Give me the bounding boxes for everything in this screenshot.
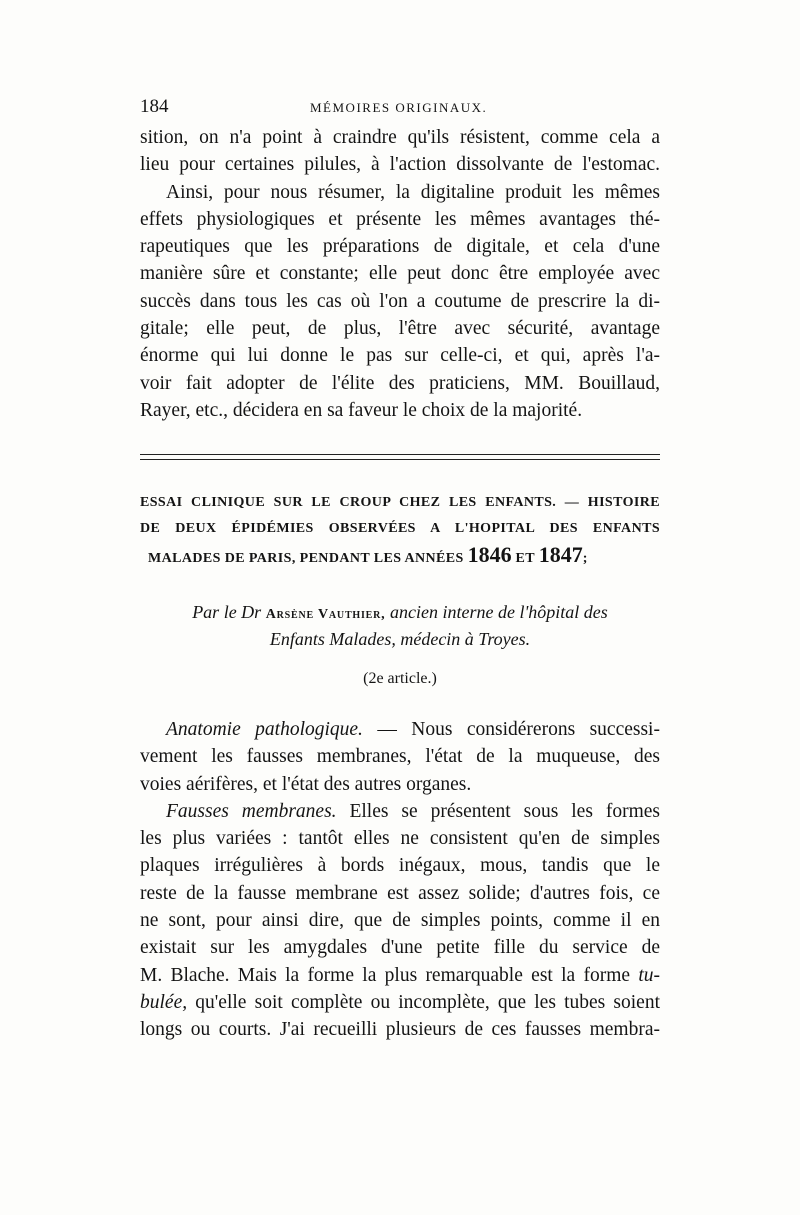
text-line-part: M. Blache. Mais la forme la plus remarquable est la forme — [140, 964, 631, 986]
running-title: MÉMOIRES ORIGINAUX. — [310, 100, 488, 115]
article-number: (2e article.) — [363, 670, 437, 687]
page-header — [140, 96, 660, 126]
text-line: Rayer, etc., décidera en sa faveur le choix de la majorité. — [140, 399, 583, 421]
section-heading: Anatomie pathologique. — [166, 719, 363, 740]
section-heading: Fausses membranes. — [166, 800, 337, 822]
year-end: 1847 — [538, 542, 583, 567]
byline-affiliation-2: Enfants Malades, médecin à Troyes. — [269, 629, 531, 649]
article-title-text: MALADES DE PARIS, PENDANT LES ANNÉES — [148, 551, 464, 566]
text-line: les plus variées : tantôt elles ne consistent qu'en de simples — [140, 828, 660, 850]
article-title-line — [140, 542, 660, 572]
text-line: effets physiologiques et présente les mêmes avantages thé- — [140, 208, 660, 230]
text-line — [140, 962, 660, 989]
text-line: vement les fausses membranes, l'état de la muqueuse, des — [140, 746, 660, 768]
article-title-et: ET — [515, 551, 535, 566]
page-number: 184 — [140, 96, 169, 117]
closing-paragraphs — [140, 124, 660, 424]
text-line: ne sont, pour ainsi dire, que de simples points, comme il en — [140, 910, 660, 932]
article-body — [140, 716, 660, 1044]
text-line — [140, 798, 660, 825]
year-start: 1846 — [467, 542, 512, 567]
text-line: voir fait adopter de l'élite des praticiens, MM. Bouillaud, — [140, 372, 660, 394]
byline-par: Par le Dr — [192, 602, 262, 622]
article-title-end: ; — [582, 551, 588, 566]
article-title-line: DE DEUX ÉPIDÉMIES OBSERVÉES A L'HOPITAL DES ENFANTS — [140, 521, 660, 536]
article-byline — [140, 600, 660, 651]
text-line: existait sur les amygdales d'une petite fille du service de — [140, 937, 660, 959]
text-line: succès dans tous les cas où l'on a coutume de prescrire la di- — [140, 290, 660, 312]
text-line: plaques irrégulières à bords inégaux, mous, tandis que le — [140, 855, 660, 877]
text-line: longs ou courts. J'ai recueilli plusieurs de ces fausses membra- — [140, 1019, 660, 1041]
text-line: voies aérifères, et l'état des autres organes. — [140, 773, 472, 795]
text-line — [140, 716, 660, 743]
text-line-italic: bulée, — [140, 991, 188, 1013]
article-title — [140, 490, 660, 572]
text-line: rapeutiques que les préparations de digitale, et cela d'une — [140, 236, 660, 258]
section-divider — [140, 459, 660, 460]
text-line — [140, 989, 660, 1016]
text-line: manière sûre et constante; elle peut donc être employée avec — [140, 263, 660, 285]
text-line-rest: Elles se présentent sous les formes — [336, 800, 660, 822]
section-divider — [140, 454, 660, 455]
text-line-rest: — Nous considérerons successi- — [362, 719, 660, 740]
article-title-line: ESSAI CLINIQUE SUR LE CROUP CHEZ LES ENFANTS. — HISTOIRE — [140, 495, 660, 510]
author-name: Arsène Vauthier, — [265, 607, 386, 622]
byline-affiliation: ancien interne de l'hôpital des — [389, 602, 608, 622]
text-line: gitale; elle peut, de plus, l'être avec sécurité, avantage — [140, 318, 660, 340]
text-line: Ainsi, pour nous résumer, la digitaline produit les mêmes — [166, 181, 660, 203]
text-line-rest: qu'elle soit complète ou incomplète, que les tubes soient — [187, 991, 660, 1013]
text-line: énorme qui lui donne le pas sur celle-ci, et qui, après l'a- — [140, 345, 660, 367]
text-line-italic: tu- — [638, 964, 661, 986]
text-line: lieu pour certaines pilules, à l'action dissolvante de l'estomac. — [140, 154, 660, 176]
text-line: sition, on n'a point à craindre qu'ils résistent, comme cela a — [140, 127, 660, 148]
text-line: reste de la fausse membrane est assez solide; d'autres fois, ce — [140, 882, 660, 904]
